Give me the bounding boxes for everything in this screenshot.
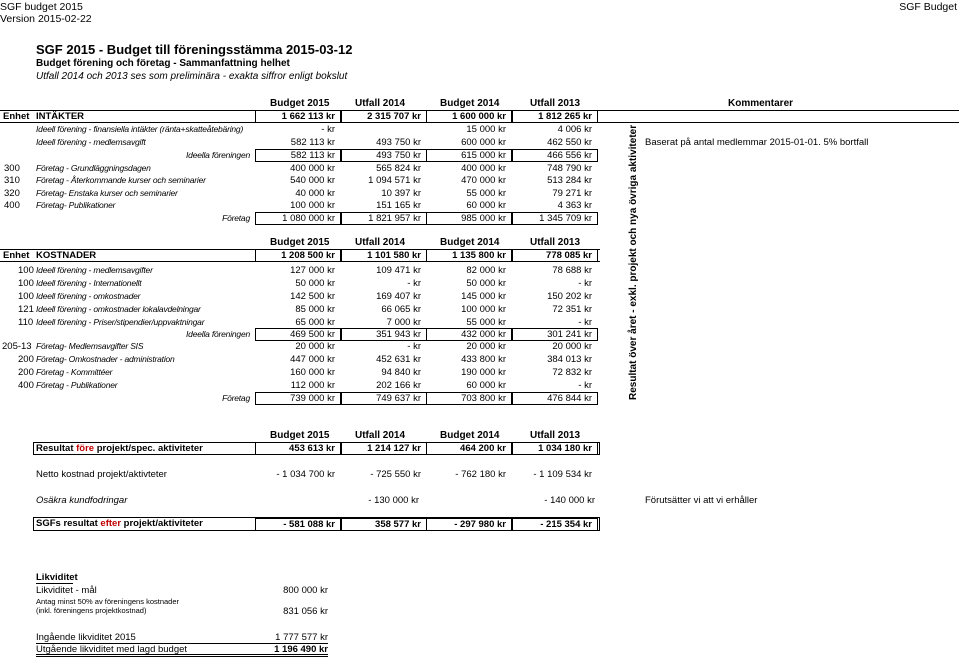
value-cell: 749 637 kr bbox=[376, 393, 421, 404]
value-cell-border bbox=[255, 392, 341, 405]
value-cell-border bbox=[341, 442, 427, 455]
unit-code: 200 bbox=[18, 354, 34, 365]
value-cell-border bbox=[426, 149, 512, 162]
value-cell: 151 165 kr bbox=[376, 200, 421, 211]
value-cell-border bbox=[255, 110, 341, 123]
liquidity-out-value: 1 196 490 kr bbox=[274, 644, 328, 655]
row-label: Ideell förening - Priser/stipendier/uppvaktningar bbox=[36, 317, 205, 327]
value-cell: 60 000 kr bbox=[466, 380, 506, 391]
value-cell: 55 000 kr bbox=[466, 317, 506, 328]
value-cell: 582 113 kr bbox=[290, 150, 335, 161]
column-header: Budget 2015 bbox=[270, 430, 330, 441]
subtotal-label: Företag bbox=[222, 393, 250, 403]
value-cell-border bbox=[512, 149, 598, 162]
value-cell: 1 821 957 kr bbox=[368, 213, 421, 224]
value-cell: 351 943 kr bbox=[376, 329, 421, 340]
value-cell: 82 000 kr bbox=[466, 265, 506, 276]
row-label: Företag- Medlemsavgifter SIS bbox=[36, 341, 144, 351]
unit-code: 100 bbox=[18, 265, 34, 276]
unit-code: 100 bbox=[18, 291, 34, 302]
unit-code: 300 bbox=[4, 163, 20, 174]
value-cell: 540 000 kr bbox=[290, 175, 335, 186]
liquidity-in-label: Ingående likviditet 2015 bbox=[36, 632, 136, 643]
value-cell: 190 000 kr bbox=[461, 367, 506, 378]
value-cell: 453 613 kr bbox=[289, 443, 335, 454]
row-label: Ideell förening - medlemsavgift bbox=[36, 137, 146, 147]
value-cell: 1 034 180 kr bbox=[538, 443, 592, 454]
value-cell: 72 832 kr bbox=[552, 367, 592, 378]
sgf-result-label-a: SGFs resultat bbox=[36, 518, 101, 529]
value-cell-border bbox=[426, 518, 512, 531]
value-cell: - kr bbox=[578, 317, 592, 328]
row-label: Företag - Återkommande kurser och seminarier bbox=[36, 175, 206, 185]
liquidity-note-2-value: 831 056 kr bbox=[283, 606, 328, 617]
enhet-label-costs: Enhet bbox=[3, 250, 30, 261]
value-cell: - kr bbox=[407, 278, 421, 289]
column-header: Utfall 2014 bbox=[355, 430, 406, 441]
column-header: Utfall 2014 bbox=[355, 237, 406, 248]
sgf-result-label bbox=[36, 518, 203, 529]
value-cell: 400 000 kr bbox=[290, 163, 335, 174]
column-header: Budget 2015 bbox=[270, 98, 330, 109]
value-cell: 109 471 kr bbox=[376, 265, 421, 276]
value-cell: 60 000 kr bbox=[466, 200, 506, 211]
value-cell: 85 000 kr bbox=[295, 304, 335, 315]
value-cell: 20 000 kr bbox=[552, 341, 592, 352]
liquidity-heading-underline bbox=[36, 583, 73, 584]
value-cell: 476 844 kr bbox=[547, 393, 592, 404]
subtotal-label: Ideella föreningen bbox=[186, 150, 250, 160]
value-cell: 79 271 kr bbox=[552, 188, 592, 199]
liquidity-goal-value: 800 000 kr bbox=[283, 585, 328, 596]
osakra-value-2: - 140 000 kr bbox=[544, 495, 595, 506]
page-subtitle: Budget förening och företag - Sammanfattning helhet bbox=[36, 58, 290, 69]
enhet-label-income: Enhet bbox=[3, 111, 30, 122]
value-cell: 78 688 kr bbox=[552, 265, 592, 276]
unit-code: 200 bbox=[18, 367, 34, 378]
value-cell: 748 790 kr bbox=[547, 163, 592, 174]
value-cell: 1 662 113 kr bbox=[281, 111, 335, 122]
value-cell: 72 351 kr bbox=[552, 304, 592, 315]
value-cell: 493 750 kr bbox=[376, 137, 421, 148]
value-cell: - kr bbox=[578, 380, 592, 391]
value-cell: 1 812 265 kr bbox=[538, 111, 592, 122]
result-label-red: före bbox=[76, 443, 95, 454]
row-label: Företag - Publikationer bbox=[36, 380, 118, 390]
value-cell: 1 345 709 kr bbox=[539, 213, 592, 224]
value-cell: 739 000 kr bbox=[290, 393, 335, 404]
value-cell: 160 000 kr bbox=[290, 367, 335, 378]
income-heading: INTÄKTER bbox=[36, 111, 85, 122]
liquidity-note-1: Antag minst 50% av föreningens kostnader bbox=[36, 597, 180, 606]
value-cell: 66 065 kr bbox=[381, 304, 421, 315]
value-cell: 112 000 kr bbox=[290, 380, 335, 391]
osakra-value-1: - 130 000 kr bbox=[368, 495, 419, 506]
value-cell: 1 094 571 kr bbox=[368, 175, 421, 186]
version-text: Version 2015-02-22 bbox=[0, 13, 92, 25]
unit-code: 100 bbox=[18, 278, 34, 289]
value-cell: - kr bbox=[578, 278, 592, 289]
unit-code: 205-13 bbox=[2, 341, 32, 352]
value-cell: 150 202 kr bbox=[547, 291, 592, 302]
value-cell: 100 000 kr bbox=[290, 200, 335, 211]
value-cell: 2 315 707 kr bbox=[367, 111, 421, 122]
column-header: Budget 2014 bbox=[440, 237, 500, 248]
right-title: SGF Budget bbox=[899, 1, 957, 13]
value-cell-border bbox=[512, 328, 598, 341]
row-label: Ideell förening - medlemsavgifter bbox=[36, 265, 153, 275]
value-cell: - kr bbox=[321, 124, 335, 135]
value-cell: 432 000 kr bbox=[461, 329, 506, 340]
column-header: Utfall 2013 bbox=[530, 237, 581, 248]
costs-heading: KOSTNADER bbox=[36, 250, 97, 261]
value-cell: 1 080 000 kr bbox=[282, 213, 335, 224]
value-cell-border bbox=[341, 110, 427, 123]
kommentarer-header: Kommentarer bbox=[728, 98, 794, 109]
value-cell: 469 500 kr bbox=[290, 329, 335, 340]
row-comment: Baserat på antal medlemmar 2015-01-01. 5% bortfall bbox=[645, 137, 869, 148]
value-cell: 10 397 kr bbox=[381, 188, 421, 199]
value-cell: 447 000 kr bbox=[290, 354, 335, 365]
liquidity-goal-label: Likviditet - mål bbox=[36, 585, 97, 596]
value-cell-border bbox=[255, 212, 341, 225]
value-cell: 4 006 kr bbox=[557, 124, 592, 135]
value-cell: 703 800 kr bbox=[461, 393, 506, 404]
result-label-b: projekt/spec. aktiviteter bbox=[94, 443, 203, 454]
value-cell-border bbox=[426, 110, 512, 123]
netto-label: Netto kostnad projekt/aktivteter bbox=[36, 469, 167, 480]
value-cell-border bbox=[341, 149, 427, 162]
value-cell: - 581 088 kr bbox=[283, 519, 335, 530]
unit-code: 400 bbox=[18, 380, 34, 391]
column-header: Utfall 2013 bbox=[530, 430, 581, 441]
row-label: Företag- Omkostnader - administration bbox=[36, 354, 175, 364]
value-cell: 1 208 500 kr bbox=[281, 250, 335, 261]
value-cell: - 215 354 kr bbox=[540, 519, 592, 530]
value-cell: 400 000 kr bbox=[461, 163, 506, 174]
subtotal-label: Ideella föreningen bbox=[186, 329, 250, 339]
unit-code: 400 bbox=[4, 200, 20, 211]
liquidity-heading: Likviditet bbox=[36, 572, 78, 583]
value-cell: 582 113 kr bbox=[290, 137, 335, 148]
value-cell: 493 750 kr bbox=[376, 150, 421, 161]
value-cell: 513 284 kr bbox=[547, 175, 592, 186]
value-cell: - kr bbox=[407, 341, 421, 352]
value-cell-border bbox=[512, 518, 598, 531]
value-cell: 100 000 kr bbox=[461, 304, 506, 315]
value-cell: 20 000 kr bbox=[466, 341, 506, 352]
value-cell-border bbox=[255, 518, 341, 531]
subtotal-label: Företag bbox=[222, 213, 250, 223]
value-cell: 65 000 kr bbox=[295, 317, 335, 328]
row-label: Ideell förening - omkostnader bbox=[36, 291, 141, 301]
value-cell-border bbox=[426, 212, 512, 225]
row-label: Företag - Kommittéer bbox=[36, 367, 113, 377]
value-cell: 40 000 kr bbox=[295, 188, 335, 199]
value-cell: - 1 034 700 kr bbox=[276, 469, 335, 480]
value-cell: 4 363 kr bbox=[557, 200, 592, 211]
value-cell-border bbox=[426, 328, 512, 341]
value-cell: 384 013 kr bbox=[547, 354, 592, 365]
value-cell: 7 000 kr bbox=[386, 317, 421, 328]
column-header: Utfall 2013 bbox=[530, 98, 581, 109]
value-cell: 433 800 kr bbox=[461, 354, 506, 365]
vertical-note: Resultat över året - exkl. projekt och nya övriga aktiviteter bbox=[628, 124, 639, 400]
doc-title: SGF budget 2015 bbox=[0, 1, 83, 13]
unit-code: 121 bbox=[18, 304, 34, 315]
result-label bbox=[36, 443, 203, 454]
value-cell: 985 000 kr bbox=[461, 213, 506, 224]
value-cell: - 1 109 534 kr bbox=[533, 469, 592, 480]
value-cell: 202 166 kr bbox=[376, 380, 421, 391]
value-cell-border bbox=[512, 249, 598, 262]
sgf-result-label-b: projekt/aktiviteter bbox=[121, 518, 203, 529]
row-label: Ideell förening - Internationellt bbox=[36, 278, 142, 288]
value-cell-border bbox=[341, 249, 427, 262]
row-label: Ideell förening - finansiella intäkter (ränta+skatteåtebäring) bbox=[36, 124, 244, 134]
row-label: Företag - Grundläggningsdagen bbox=[36, 163, 151, 173]
value-cell-border bbox=[341, 392, 427, 405]
value-cell: 358 577 kr bbox=[375, 519, 421, 530]
value-cell: 301 241 kr bbox=[547, 329, 592, 340]
value-cell: 169 407 kr bbox=[376, 291, 421, 302]
value-cell: 470 000 kr bbox=[461, 175, 506, 186]
value-cell: 1 101 580 kr bbox=[367, 250, 421, 261]
value-cell: 50 000 kr bbox=[295, 278, 335, 289]
value-cell: 55 000 kr bbox=[466, 188, 506, 199]
value-cell: 466 556 kr bbox=[547, 150, 592, 161]
value-cell: - 297 980 kr bbox=[454, 519, 506, 530]
column-header: Budget 2014 bbox=[440, 430, 500, 441]
value-cell-border bbox=[426, 442, 512, 455]
value-cell: 1 214 127 kr bbox=[367, 443, 421, 454]
value-cell: 615 000 kr bbox=[461, 150, 506, 161]
column-header: Budget 2014 bbox=[440, 98, 500, 109]
row-label: Företag- Publikationer bbox=[36, 200, 116, 210]
column-header: Utfall 2014 bbox=[355, 98, 406, 109]
liquidity-note-2: (inkl. föreningens projektkostnad) bbox=[36, 606, 147, 615]
value-cell-border bbox=[512, 110, 598, 123]
value-cell: - 762 180 kr bbox=[455, 469, 506, 480]
page-title: SGF 2015 - Budget till föreningsstämma 2015-03-12 bbox=[36, 42, 353, 57]
osakra-comment: Förutsätter vi att vi erhåller bbox=[645, 495, 758, 506]
value-cell: 464 200 kr bbox=[460, 443, 506, 454]
value-cell: 20 000 kr bbox=[295, 341, 335, 352]
value-cell-border bbox=[512, 212, 598, 225]
page-note: Utfall 2014 och 2013 ses som preliminära - exakta siffror enligt bokslut bbox=[36, 71, 348, 82]
value-cell: 462 550 kr bbox=[547, 137, 592, 148]
liquidity-in-value: 1 777 577 kr bbox=[275, 632, 328, 643]
value-cell-border bbox=[426, 249, 512, 262]
value-cell: 778 085 kr bbox=[546, 250, 592, 261]
value-cell: 452 631 kr bbox=[376, 354, 421, 365]
value-cell: 1 135 800 kr bbox=[452, 250, 506, 261]
value-cell-border bbox=[341, 518, 427, 531]
value-cell-border bbox=[341, 328, 427, 341]
row-label: Ideell förening - omkostnader lokalavdelningar bbox=[36, 304, 201, 314]
value-cell: 142 500 kr bbox=[290, 291, 335, 302]
result-label-a: Resultat bbox=[36, 443, 77, 454]
value-cell: 50 000 kr bbox=[466, 278, 506, 289]
value-cell-border bbox=[426, 392, 512, 405]
value-cell: 1 600 000 kr bbox=[452, 111, 506, 122]
value-cell: 15 000 kr bbox=[466, 124, 506, 135]
value-cell-border bbox=[255, 328, 341, 341]
value-cell-border bbox=[255, 249, 341, 262]
row-label: Företag- Enstaka kurser och seminarier bbox=[36, 188, 178, 198]
sgf-result-label-red: efter bbox=[100, 518, 122, 529]
value-cell: 565 824 kr bbox=[376, 163, 421, 174]
value-cell-border bbox=[512, 392, 598, 405]
unit-code: 320 bbox=[4, 188, 20, 199]
value-cell: 145 000 kr bbox=[461, 291, 506, 302]
value-cell: 600 000 kr bbox=[461, 137, 506, 148]
value-cell: 94 840 kr bbox=[381, 367, 421, 378]
unit-code: 110 bbox=[18, 317, 34, 328]
value-cell-border bbox=[255, 149, 341, 162]
unit-code: 310 bbox=[4, 175, 20, 186]
value-cell-border bbox=[341, 212, 427, 225]
osakra-label: Osäkra kundfodringar bbox=[36, 495, 128, 506]
value-cell-border bbox=[255, 442, 341, 455]
value-cell-border bbox=[512, 442, 598, 455]
value-cell: - 725 550 kr bbox=[370, 469, 421, 480]
value-cell: 127 000 kr bbox=[290, 265, 335, 276]
column-header: Budget 2015 bbox=[270, 237, 330, 248]
liquidity-out-label: Utgående likviditet med lagd budget bbox=[36, 644, 188, 655]
